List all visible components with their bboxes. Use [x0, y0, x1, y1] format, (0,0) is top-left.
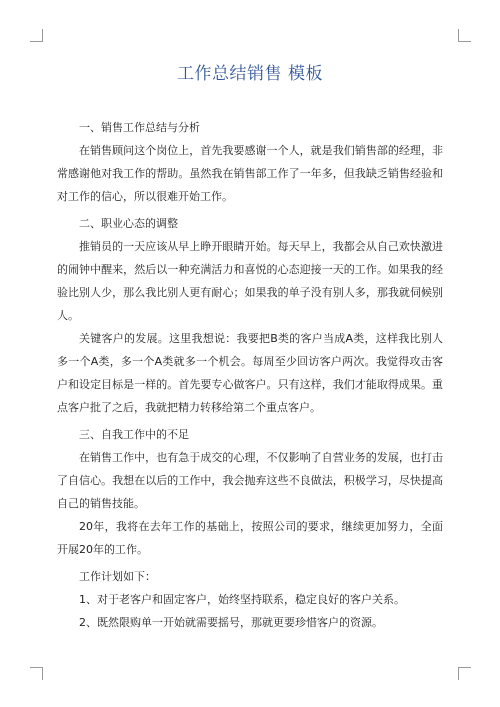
paragraph-shortcomings: 在销售工作中，也有急于成交的心理，不仅影响了自营业务的发展，也打击了自信心。我想在以后的工作中，我会抛弃这些不良做法，积极学习，尽快提高自己的销售技能。	[57, 451, 443, 510]
section-heading-mindset: 二、职业心态的调整	[79, 217, 178, 230]
section-heading-work-plan: 工作计划如下：	[79, 570, 156, 583]
section-heading-shortcomings: 三、自我工作中的不足	[79, 428, 189, 441]
crop-mark-bottom-right	[458, 667, 471, 680]
list-item-plan-2: 2、既然限购单一开始就需要摇号，那就更要珍惜客户的资源。	[79, 616, 383, 629]
paragraph-thanks-manager: 在销售顾问这个岗位上，首先我要感谢一个人，就是我们销售部的经理，非常感谢他对我工作的帮助。虽然我在销售部工作了一年多，但我缺乏销售经验和对工作的信心，所以很难开始工作。	[57, 144, 443, 203]
crop-mark-top-right	[458, 29, 471, 42]
document-title: 工作总结销售 模板	[177, 64, 323, 84]
section-heading-sales-summary: 一、销售工作总结与分析	[79, 121, 200, 134]
paragraph-daily-routine: 推销员的一天应该从早上睁开眼睛开始。每天早上，我都会从自己欢快激进的闹钟中醒来，然后以一种充满活力和喜悦的心态迎接一天的工作。如果我的经验比别人少，那么我比别人更有耐心；如果我的单子没有别人多，那我就伺候别人。	[57, 240, 443, 322]
document-body	[57, 112, 443, 634]
list-item-plan-1: 1、对于老客户和固定客户，始终坚持联系，稳定良好的客户关系。	[79, 593, 405, 606]
paragraph-next-year: 20年，我将在去年工作的基础上，按照公司的要求，继续更加努力，全面开展20年的工作。	[57, 520, 443, 556]
crop-mark-top-left	[30, 29, 43, 42]
paragraph-key-customers: 关键客户的发展。这里我想说：我要把B类的客户当成A类，这样我比别人多一个A类，多一个A类就多一个机会。每周至少回访客户两次。我觉得攻击客户和设定目标是一样的。首先要专心做客户。只有这样，我们才能取得成果。重点客户批了之后，我就把精力转移给第二个重点客户。	[57, 332, 443, 414]
crop-mark-bottom-left	[30, 667, 43, 680]
